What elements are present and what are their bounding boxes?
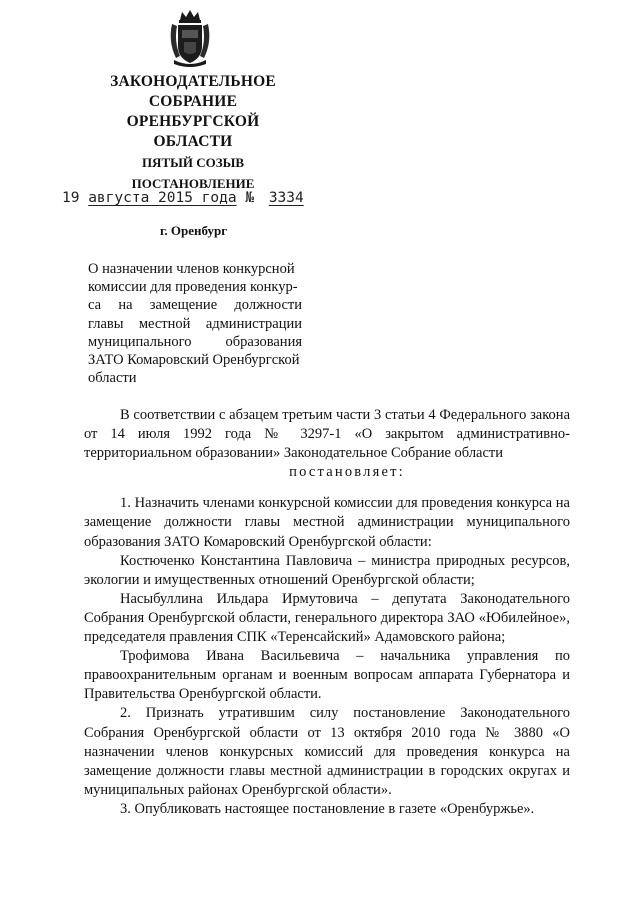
header-line-1: ЗАКОНОДАТЕЛЬНОЕ [110,73,276,90]
member-2-paragraph: Насыбуллина Ильдара Ирмутовича – депутата Законодательного Собрания Оренбургской области, генерального директора ЗАО «Юбилейное», председателя правления СПК «Теренсайский» Адамовского района; [84,590,570,646]
preamble-paragraph: В соответствии с абзацем третьим части 3 статьи 4 Федерального закона от 14 июля 1992 года № 3297-1 «О закрытом административно-территориальном образовании» Законодательное Собрание области [84,407,570,462]
date-month-year: августа 2015 года [88,190,237,206]
issuing-body-header [88,72,298,193]
item-3-paragraph: 3. Опубликовать настоящее постановление в газете «Оренбуржье». [120,800,535,817]
decree-word: постановляет: [289,464,405,481]
title-line: муниципального образования [88,333,302,350]
item-2-paragraph: 2. Признать утратившим силу постановление Законодательного Собрания Оренбургской области от 13 октября 2010 года № 3880 «О назначении членов конкурсных комиссий для проведения конкурса на замещение должности главы местной администрации в городских округах и муниципальных районах Оренбургской области». [84,705,570,798]
title-line: комиссии для проведения конкур- [88,279,298,296]
title-line: области [88,370,137,387]
convocation-label: ПЯТЫЙ СОЗЫВ [141,155,245,170]
title-line: О назначении членов конкурсной [88,261,295,277]
member-1-paragraph: Костюченко Константина Павловича – министра природных ресурсов, экологии и имущественных отношений Оренбургской области; [84,552,570,588]
document-body [84,406,570,819]
document-type-label: ПОСТАНОВЛЕНИЕ [131,176,255,191]
number-sign: № [245,190,255,206]
member-3-paragraph: Трофимова Ивана Васильевича – начальника управления по правоохранительным органам и военным вопросам аппарата Губернатора и Правительства Оренбургской области. [84,648,570,703]
item-1-paragraph: 1. Назначить членами конкурсной комиссии для проведения конкурса на замещение должности главы местной администрации муниципального образования ЗАТО Комаровский Оренбургской области: [84,495,570,550]
title-line: главы местной администрации [88,315,302,332]
coat-of-arms-emblem [166,8,214,68]
document-date-number [62,190,310,206]
title-line: са на замещение должности [88,297,302,314]
header-line-3: ОРЕНБУРГСКОЙ ОБЛАСТИ [126,113,260,150]
document-number: 3334 [268,190,304,206]
document-title [88,260,302,387]
title-line: ЗАТО Комаровский Оренбургской [88,352,300,369]
city-label: г. Оренбург [160,223,228,238]
date-day: 19 [62,190,80,206]
header-line-2: СОБРАНИЕ [148,93,238,110]
